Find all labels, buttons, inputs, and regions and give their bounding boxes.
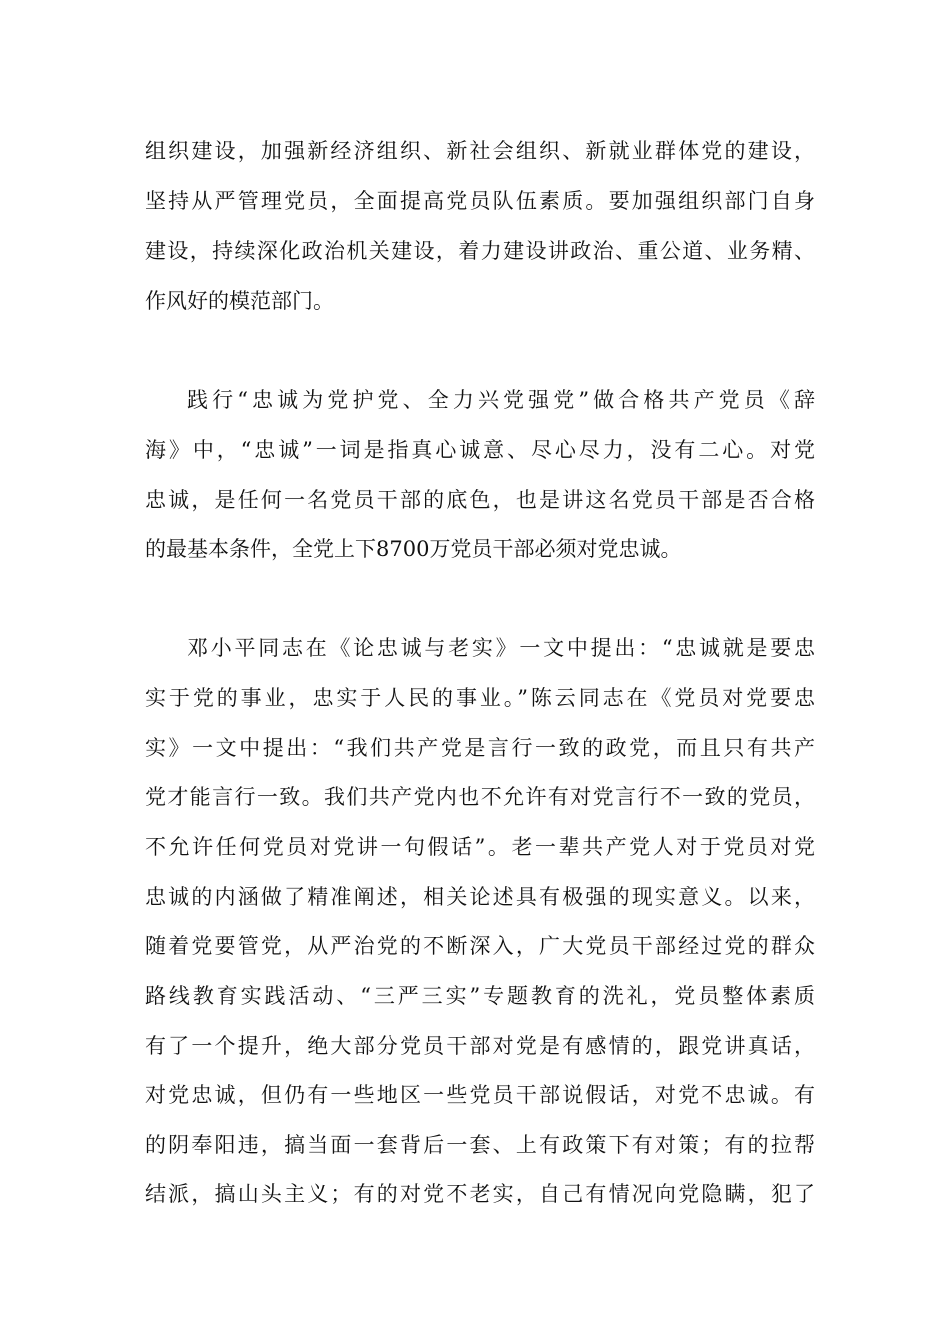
text-line: 实于党的事业，忠实于人民的事业。”陈云同志在《党员对党要忠 xyxy=(145,686,815,710)
text-line: 的最基本条件，全党上下8700万党员干部必须对党忠诚。 xyxy=(145,537,682,561)
text-line: 不允许任何党员对党讲一句假话”。老一辈共产党人对于党员对党 xyxy=(145,835,815,859)
text-line: 作风好的模范部门。 xyxy=(145,289,334,313)
text-line: 邓小平同志在《论忠诚与老实》一文中提出：“忠诚就是要忠 xyxy=(187,636,815,660)
text-line: 对党忠诚，但仍有一些地区一些党员干部说假话，对党不忠诚。有 xyxy=(145,1083,815,1107)
text-line: 忠诚的内涵做了精准阐述，相关论述具有极强的现实意义。以来， xyxy=(145,885,815,909)
text-line: 实》一文中提出：“我们共产党是言行一致的政党，而且只有共产 xyxy=(145,736,815,760)
text-line: 组织建设，加强新经济组织、新社会组织、新就业群体党的建设， xyxy=(145,139,815,163)
text-line: 随着党要管党，从严治党的不断深入，广大党员干部经过党的群众 xyxy=(145,934,815,958)
text-line: 践行“忠诚为党护党、全力兴党强党”做合格共产党员《辞 xyxy=(187,388,815,412)
text-line: 党才能言行一致。我们共产党内也不允许有对党言行不一致的党员， xyxy=(145,785,815,809)
text-line: 的阴奉阳违，搞当面一套背后一套、上有政策下有对策；有的拉帮 xyxy=(145,1133,815,1157)
text-line: 海》中，“忠诚”一词是指真心诚意、尽心尽力，没有二心。对党 xyxy=(145,438,815,462)
text-line: 结派，搞山头主义；有的对党不老实，自己有情况向党隐瞒，犯了 xyxy=(145,1182,815,1206)
text-line: 有了一个提升，绝大部分党员干部对党是有感情的，跟党讲真话， xyxy=(145,1034,815,1058)
text-line: 路线教育实践活动、“三严三实”专题教育的洗礼，党员整体素质 xyxy=(145,984,815,1008)
text-line: 建设，持续深化政治机关建设，着力建设讲政治、重公道、业务精、 xyxy=(145,239,815,263)
text-line: 忠诚，是任何一名党员干部的底色，也是讲这名党员干部是否合格 xyxy=(145,488,815,512)
text-line: 坚持从严管理党员，全面提高党员队伍素质。要加强组织部门自身 xyxy=(145,189,815,213)
